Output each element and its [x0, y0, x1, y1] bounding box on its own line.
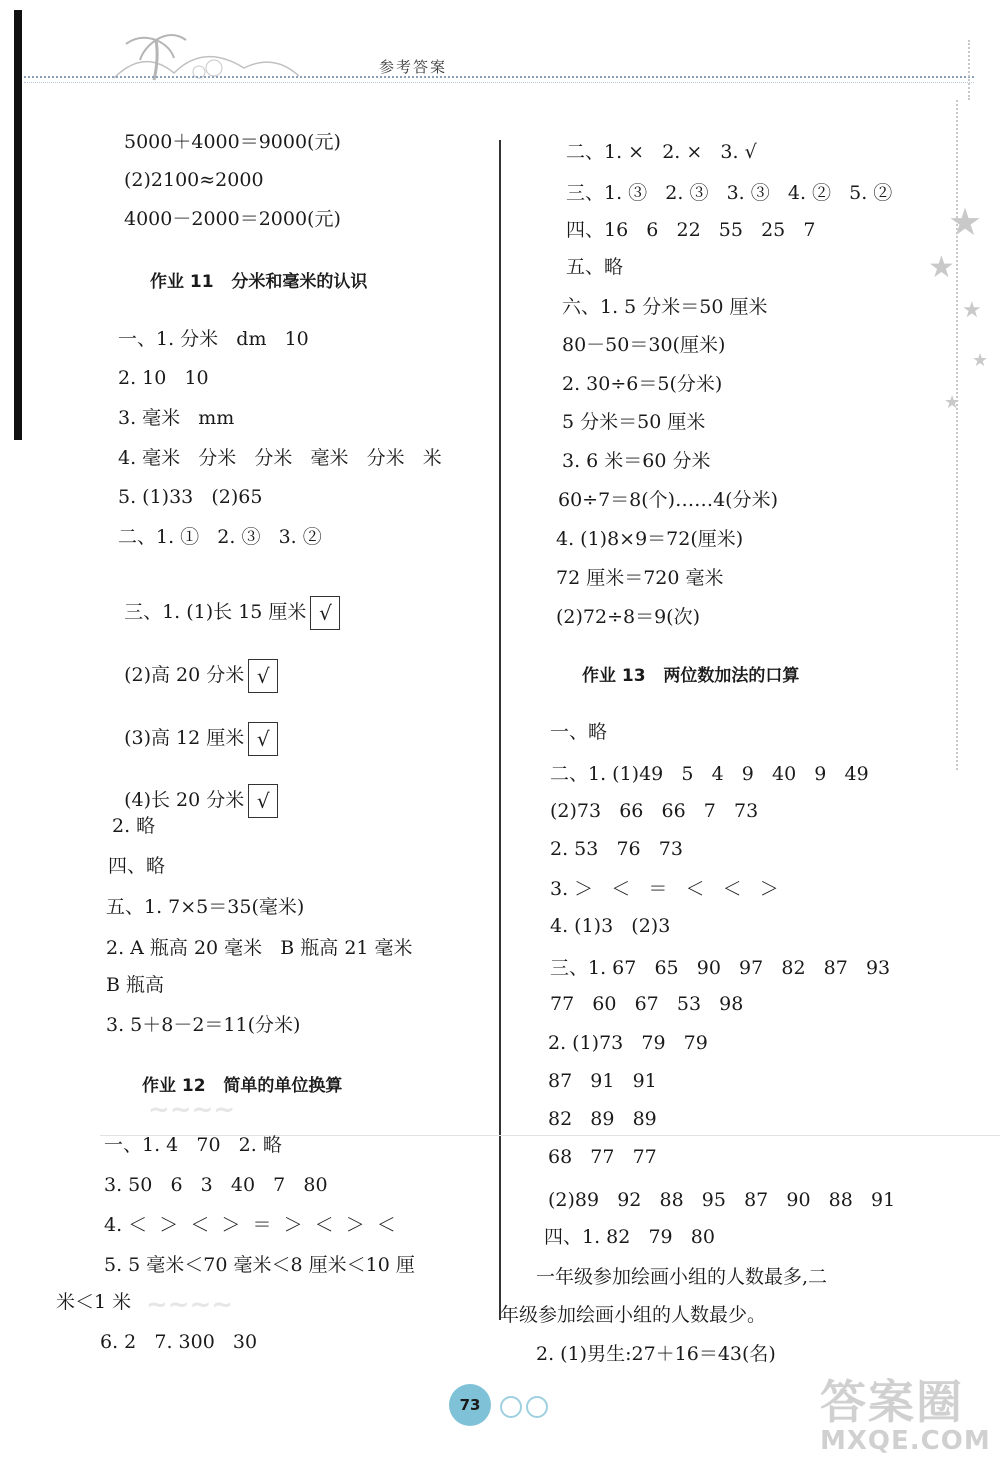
answer-line: 4. 毫米 分米 分米 毫米 分米 米 [118, 447, 442, 469]
section-heading-12: 作业 12 简单的单位换算 [142, 1076, 343, 1096]
checkmark-box-icon: √ [248, 722, 278, 756]
answer-line: 2. (1)男生:27＋16＝43(名) [536, 1343, 776, 1365]
answer-line: 5. (1)33 (2)65 [118, 486, 263, 508]
answer-line: 四、1. 82 79 80 [544, 1226, 715, 1248]
answer-line-with-check [112, 698, 278, 756]
page-dot-icon [500, 1396, 522, 1418]
header-dotted-line [24, 76, 974, 78]
answer-line: 3. 6 米＝60 分米 [562, 450, 711, 472]
answer-line: 4. (1)8×9＝72(厘米) [556, 528, 744, 550]
page-title: 参考答案 [379, 58, 448, 76]
answer-line: 4000－2000＝2000(元) [124, 208, 341, 230]
answer-line: 3. ＞ ＜ ＝ ＜ ＜ ＞ [550, 878, 779, 900]
answer-line: 二、1. ① 2. ③ 3. ② [118, 526, 322, 548]
answer-text: (3)高 12 厘米 [124, 727, 245, 749]
answer-line: (2)73 66 66 7 73 [550, 800, 759, 822]
column-divider [499, 140, 501, 1320]
answer-line: 五、略 [566, 256, 624, 278]
star-icon: ★ [944, 392, 961, 413]
page-dot-icon [526, 1396, 548, 1418]
answer-line: 77 60 67 53 98 [550, 993, 744, 1015]
section-heading-11: 作业 11 分米和毫米的认识 [150, 272, 368, 292]
answer-line: 3. 50 6 3 40 7 80 [104, 1174, 328, 1196]
checkmark-box-icon: √ [248, 784, 278, 818]
answer-line: 5. 5 毫米＜70 毫米＜8 厘米＜10 厘 [104, 1254, 415, 1276]
answer-line: 2. 30÷6＝5(分米) [562, 373, 723, 395]
answer-line: 三、1. ③ 2. ③ 3. ③ 4. ② 5. ② [566, 182, 893, 204]
answer-line: 80－50＝30(厘米) [562, 334, 726, 356]
answer-line-with-check [112, 760, 278, 818]
answer-line: 三、1. 67 65 90 97 82 87 93 [550, 957, 891, 979]
watermark [820, 1366, 991, 1456]
header-dotted-line-2 [24, 82, 974, 83]
answer-line: 3. 毫米 mm [118, 407, 235, 429]
answer-line: 5000＋4000＝9000(元) [124, 131, 341, 153]
answer-line: 一、1. 4 70 2. 略 [104, 1134, 282, 1156]
palm-tree-decoration-icon [104, 28, 304, 88]
answer-line: 4. ＜ ＞ ＜ ＞ ＝ ＞ ＜ ＞ ＜ [104, 1214, 396, 1236]
star-icon: ★ [928, 250, 955, 285]
answer-line: 3. 5＋8－2＝11(分米) [106, 1014, 301, 1036]
checkmark-box-icon: √ [310, 596, 340, 630]
answer-line-with-check [112, 635, 278, 693]
answer-line: 5 分米＝50 厘米 [562, 411, 706, 433]
answer-line: 四、16 6 22 55 25 7 [566, 219, 816, 241]
answer-line: 二、1. × 2. × 3. √ [566, 141, 757, 163]
answer-line: 82 89 89 [548, 1108, 657, 1130]
watermark-main: 答案圈 [820, 1375, 964, 1429]
book-spine-edge [14, 10, 22, 440]
star-icon: ★ [972, 350, 989, 371]
answer-line: 72 厘米＝720 毫米 [556, 567, 724, 589]
right-border-dots-top [968, 40, 970, 100]
faint-stamp: ~~~~ [148, 1095, 236, 1125]
star-icon: ★ [962, 298, 982, 323]
section-heading-13: 作业 13 两位数加法的口算 [582, 666, 800, 686]
answer-line: 68 77 77 [548, 1146, 657, 1168]
answer-line: 五、1. 7×5＝35(毫米) [106, 896, 305, 918]
answer-line: 4. (1)3 (2)3 [550, 915, 671, 937]
answer-line: 年级参加绘画小组的人数最少。 [500, 1304, 767, 1326]
star-icon: ★ [948, 200, 983, 244]
answer-line: 一年级参加绘画小组的人数最多,二 [536, 1266, 828, 1288]
answer-line: 87 91 91 [548, 1070, 657, 1092]
answer-line: 2. (1)73 79 79 [548, 1032, 708, 1054]
answer-line: 六、1. 5 分米＝50 厘米 [562, 296, 768, 318]
answer-line: 一、略 [550, 721, 608, 743]
faint-stamp: ~~~~ [146, 1290, 234, 1320]
checkmark-box-icon: √ [248, 659, 278, 693]
answer-text: 三、1. (1)长 15 厘米 [124, 601, 307, 623]
answer-line: 2. 略 [112, 815, 156, 837]
answer-line: 2. 10 10 [118, 367, 209, 389]
answer-line: 四、略 [108, 855, 166, 877]
answer-line: 60÷7＝8(个)……4(分米) [558, 489, 779, 511]
answer-line: 二、1. (1)49 5 4 9 40 9 49 [550, 763, 869, 785]
answer-line-with-check [112, 572, 340, 630]
page-number: 73 [449, 1384, 491, 1426]
answer-line: 米＜1 米 [56, 1291, 132, 1313]
answer-line: 2. 53 76 73 [550, 838, 683, 860]
answer-line: 6. 2 7. 300 30 [100, 1331, 258, 1353]
watermark-sub: MXQE.COM [820, 1426, 991, 1456]
answer-line: (2)72÷8＝9(次) [556, 606, 701, 628]
answer-line: (2)89 92 88 95 87 90 88 91 [548, 1189, 896, 1211]
answer-text: (4)长 20 分米 [124, 789, 245, 811]
answer-line: 一、1. 分米 dm 10 [118, 328, 309, 350]
answer-line: (2)2100≈2000 [124, 169, 264, 191]
answer-line: B 瓶高 [106, 974, 165, 996]
answer-line: 2. A 瓶高 20 毫米 B 瓶高 21 毫米 [106, 937, 413, 959]
answer-text: (2)高 20 分米 [124, 664, 245, 686]
page-header [24, 28, 974, 98]
